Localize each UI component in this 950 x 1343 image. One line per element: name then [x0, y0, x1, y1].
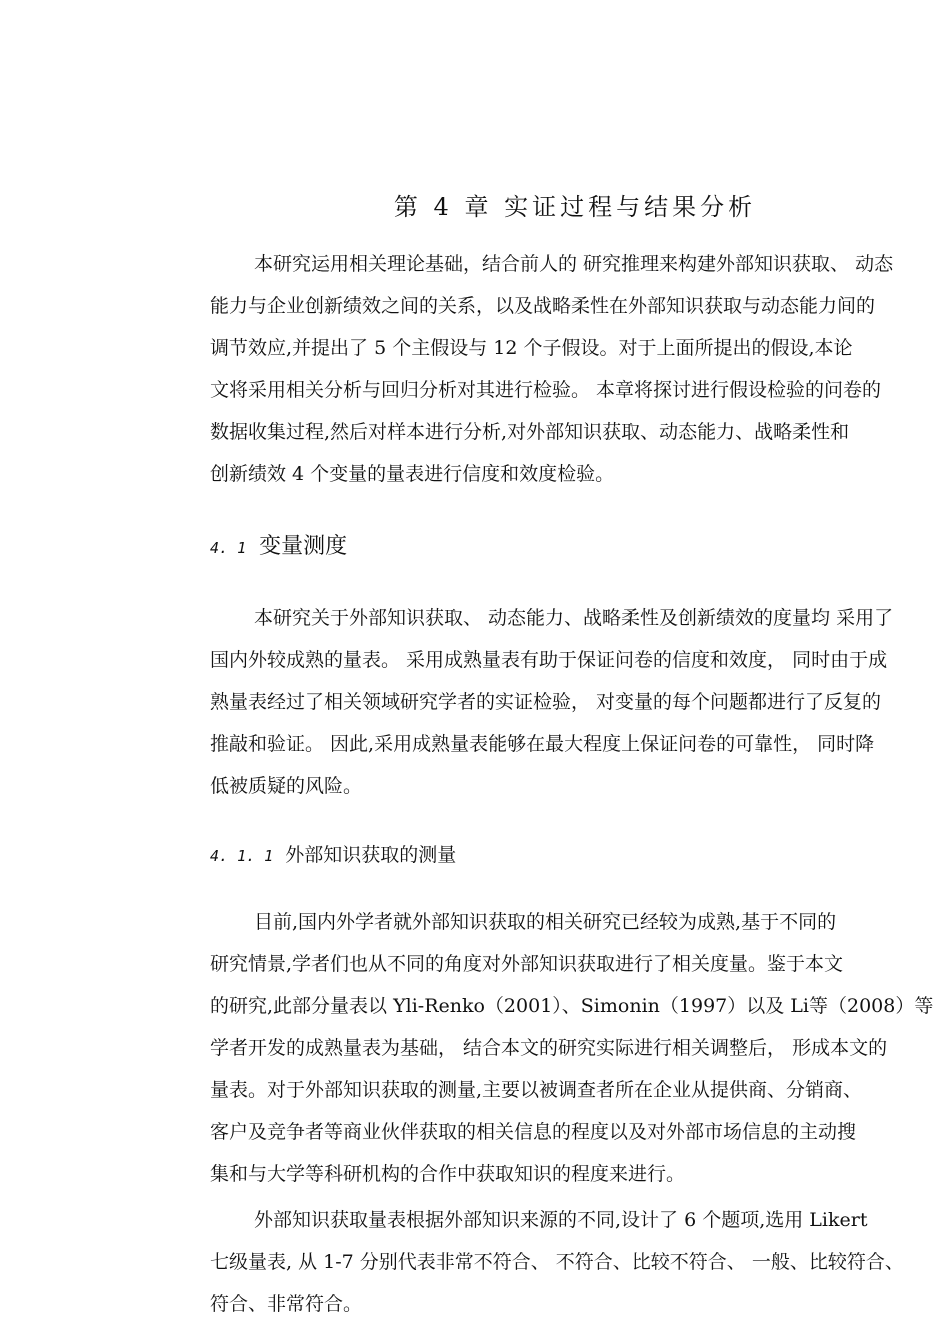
text-line: 本研究关于外部知识获取、 动态能力、战略柔性及创新绩效的度量均 采用了: [254, 607, 894, 629]
text-line: 能力与企业创新绩效之间的关系，以及战略柔性在外部知识获取与动态能力间的: [210, 295, 876, 317]
text-line: 调节效应,并提出了 5 个主假设与 12 个子假设。对于上面所提出的假设,本论: [210, 337, 853, 359]
text-line: 数据收集过程,然后对样本进行分析,对外部知识获取、动态能力、战略柔性和: [210, 421, 850, 443]
text-line: 符合、非常符合。: [210, 1293, 363, 1315]
text-line: 创新绩效 4 个变量的量表进行信度和效度检验。: [210, 463, 615, 485]
text-line: 七级量表, 从 1-7 分别代表非常不符合、 不符合、比较不符合、 一般、比较符合、: [210, 1251, 904, 1273]
text-line: 外部知识获取量表根据外部知识来源的不同,设计了 6 个题项,选用 Likert: [254, 1209, 868, 1231]
subsection-heading: [210, 840, 456, 871]
text-line: 推敲和验证。 因此,采用成熟量表能够在最大程度上保证问卷的可靠性， 同时降: [210, 733, 875, 755]
section-heading: [210, 531, 347, 564]
subsection-title: 外部知识获取的测量: [285, 844, 457, 866]
text-line: 熟量表经过了相关领域研究学者的实证检验， 对变量的每个问题都进行了反复的: [210, 691, 882, 713]
section-number: 4. 1: [210, 539, 247, 557]
text-line: 国内外较成熟的量表。 采用成熟量表有助于保证问卷的信度和效度， 同时由于成: [210, 649, 888, 671]
text-line: 目前,国内外学者就外部知识获取的相关研究已经较为成熟,基于不同的: [254, 911, 837, 933]
text-line: 量表。对于外部知识获取的测量,主要以被调查者所在企业从提供商、分销商、: [210, 1079, 863, 1101]
text-line: 学者开发的成熟量表为基础， 结合本文的研究实际进行相关调整后， 形成本文的: [210, 1037, 888, 1059]
text-line: 低被质疑的风险。: [210, 775, 363, 797]
text-line: 的研究,此部分量表以 Yli-Renko（2001）、Simonin（1997）以及 Li等（2008）等: [210, 995, 934, 1017]
section-paragraph: [210, 597, 893, 807]
text-line: 本研究运用相关理论基础，结合前人的 研究推理来构建外部知识获取、 动态: [254, 253, 894, 275]
text-line: 研究情景,学者们也从不同的角度对外部知识获取进行了相关度量。鉴于本文: [210, 953, 844, 975]
text-line: 客户及竞争者等商业伙伴获取的相关信息的程度以及对外部市场信息的主动搜: [210, 1121, 857, 1143]
subsection-paragraph-1: [210, 901, 933, 1195]
chapter-title: 第 4 章 实证过程与结果分析: [393, 193, 757, 221]
subsection-number: 4. 1. 1: [210, 847, 274, 865]
intro-paragraph: [210, 243, 893, 495]
subsection-paragraph-2: [210, 1199, 904, 1325]
section-title: 变量测度: [259, 534, 348, 559]
text-line: 集和与大学等科研机构的合作中获取知识的程度来进行。: [210, 1163, 686, 1185]
text-line: 文将采用相关分析与回归分析对其进行检验。 本章将探讨进行假设检验的问卷的: [210, 379, 882, 401]
